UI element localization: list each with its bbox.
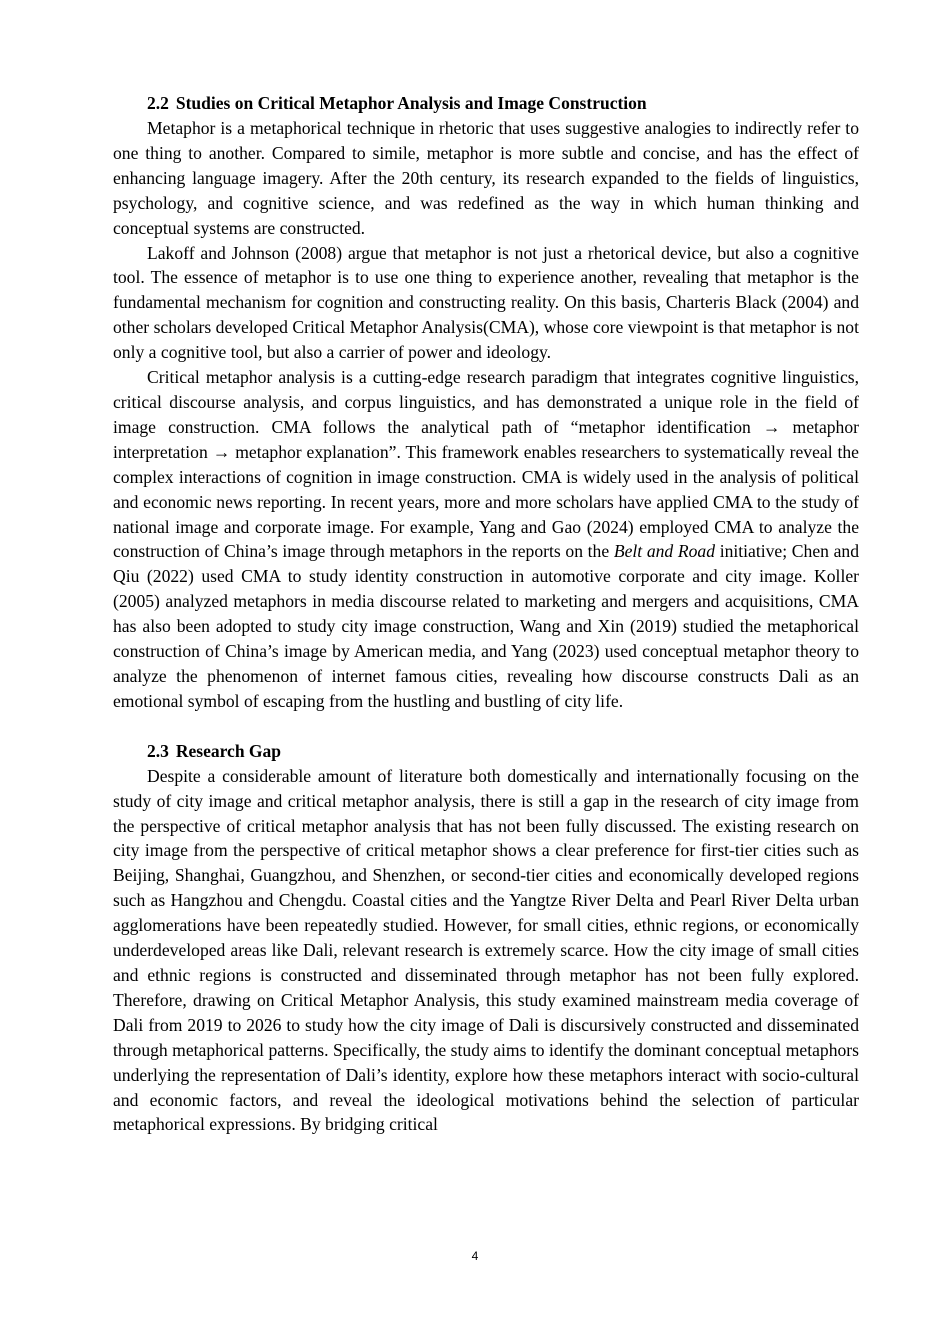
section-number: 2.2 [147,93,169,113]
paragraph-lakoff-johnson: Lakoff and Johnson (2008) argue that metaphor is not just a rhetorical device, but also a cognitive tool. The essence of metaphor is to use one thing to experience another, revealing that metaphor is the fundamental mechanism for cognition and constructing reality. On this basis, Charteris Black (2004) and other scholars developed Critical Metaphor Analysis(CMA), whose core viewpoint is that metaphor is not only a cognitive tool, but also a carrier of power and ideology. [113,242,859,363]
section-number: 2.3 [147,740,169,761]
section-spacer [113,714,859,739]
paragraph-research-gap: Despite a considerable amount of literature both domestically and internationally focusing on the study of city image and critical metaphor analysis, there is still a gap in the research of city image from the perspective of critical metaphor analysis that has not been fully discussed. The existing research on city image from the perspective of critical metaphor shows a clear preference for first-tier cities such as Beijing, Shanghai, Guangzhou, and Shenzhen, or second-tier cities and economically developed regions such as Hangzhou and Chengdu. Coastal cities and the Yangtze River Delta and Pearl River Delta urban agglomerations have been repeatedly studied. However, for small cities, ethnic regions, or economically underdeveloped areas like Dali, relevant research is extremely scarce. How the city image of small cities and ethnic regions is constructed and disseminated through metaphor has not been fully explored. Therefore, drawing on Critical Metaphor Analysis, this study examined mainstream media coverage of Dali from 2019 to 2026 to study how the city image of Dali is discursively constructed and disseminated through metaphorical patterns. Specifically, the study aims to identify the dominant conceptual metaphors underlying the representation of Dali’s identity, explore how these metaphors interact with socio-cultural and economic factors, and reveal the ideological motivations behind the selection of particular metaphorical expressions. By bridging critical [113,765,859,1135]
italic-title: Belt and Road [613,541,716,562]
paragraph-cma [113,365,859,714]
paragraph-text: Critical metaphor analysis is a cutting-edge research paradigm that integrates cognitive linguistics, critical discourse analysis, and corpus linguistics, and has demonstrated a unique role in the field of image construction. CMA follows the analytical path of “metaphor identification → metaphor interpretation → metaphor explanation”. This framework enables researchers to systematically reveal the complex interactions of cognition in image construction. CMA is widely used in the analysis of political and economic news reporting. In recent years, more and more scholars have applied CMA to the study of national image and corporate image. For example, Yang and Gao (2024) employed CMA to analyze the construction of China’s image through metaphors in the reports on the [113,367,859,562]
paragraph-text: initiative; Chen and Qiu (2022) used CMA to study identity construction in automotive corporate and city image. Koller (2005) analyzed metaphors in media discourse related to marketing and mergers and acquisitions, CMA has also been adopted to study city image construction, Wang and Xin (2019) studied the metaphorical construction of China’s image by American media, and Yang (2023) used conceptual metaphor theory to analyze the phenomenon of internet famous cities, revealing how discourse constructs Dali as an emotional symbol of escaping from the hustling and bustling of city life. [113,541,859,711]
document-page [113,91,859,1137]
page-number: 4 [471,1249,479,1263]
section-title: Research Gap [175,740,282,761]
section-title: Studies on Critical Metaphor Analysis and Image Construction [175,93,647,113]
section-heading-2-3 [113,739,859,764]
section-heading-2-2 [113,91,859,116]
paragraph-metaphor-definition: Metaphor is a metaphorical technique in rhetoric that uses suggestive analogies to indirectly refer to one thing to another. Compared to simile, metaphor is more subtle and concise, and has the effect of enhancing language imagery. After the 20th century, its research expanded to the fields of linguistics, psychology, and cognitive science, and was redefined as the way in which human thinking and conceptual systems are constructed. [113,118,859,238]
